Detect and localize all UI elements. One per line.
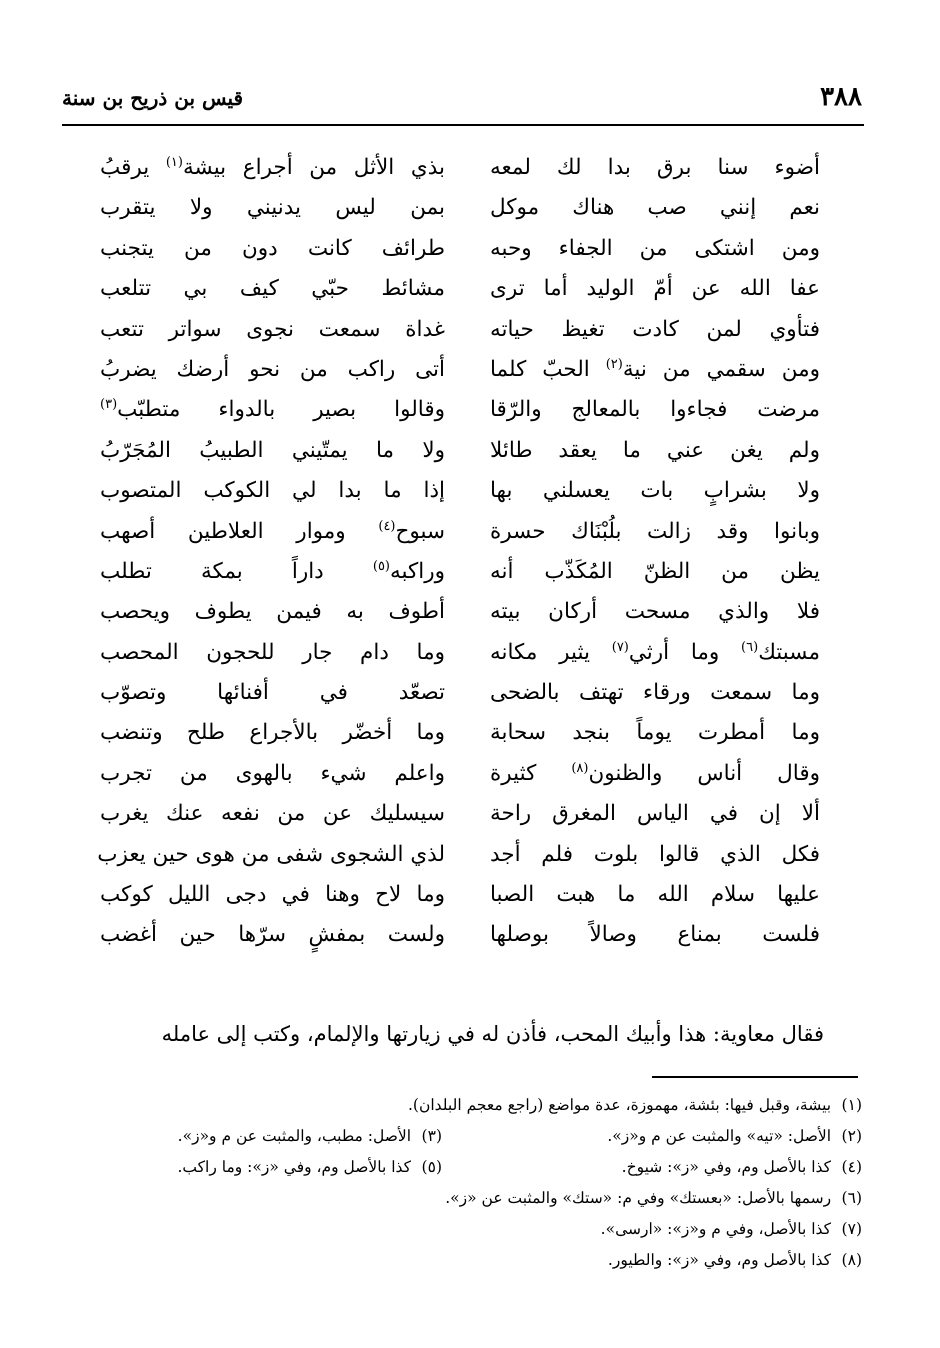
verse bbox=[100, 633, 820, 673]
verse bbox=[100, 188, 820, 228]
hemistich-left bbox=[100, 794, 445, 834]
verse-text: وقال أناس والظنون bbox=[588, 760, 820, 786]
verse-text: سيسليك عن من نفعه عنك يغرب bbox=[100, 801, 445, 827]
prose-paragraph bbox=[62, 1016, 864, 1052]
verse-text: طرائف كانت دون من يتجنب bbox=[100, 235, 445, 261]
hemistich-right bbox=[490, 350, 820, 390]
verse bbox=[100, 673, 820, 713]
verse-text: ولم يغن عني ما يعقد طائلا bbox=[490, 437, 820, 463]
verse-text: إذا ما بدا لي الكوكب المتصوب bbox=[100, 478, 445, 504]
verse-text: فتأوي لمن كادت تغيظ حياته bbox=[490, 316, 820, 342]
hemistich-right bbox=[490, 713, 820, 753]
hemistich-right bbox=[490, 471, 820, 511]
footnote-number: (١) bbox=[841, 1096, 862, 1114]
footnote-number: (٥) bbox=[421, 1158, 442, 1176]
hemistich-right bbox=[490, 188, 820, 228]
verse-text: أطوف به فيمن يطوف ويحصب bbox=[100, 599, 445, 625]
footnote bbox=[608, 1245, 862, 1276]
verse-text: مشائط حبّي كيف بي تتلعب bbox=[100, 276, 445, 302]
hemistich-left bbox=[100, 431, 445, 471]
footnote-ref: (٦) bbox=[741, 639, 759, 655]
verse-text: وما سمعت ورقاء تهتف بالضحى bbox=[490, 680, 820, 706]
hemistich-left bbox=[100, 592, 445, 632]
hemistich-left bbox=[100, 512, 445, 552]
hemistich-left bbox=[100, 552, 445, 592]
verse bbox=[100, 875, 820, 915]
hemistich-left bbox=[100, 875, 445, 915]
footnote-number: (٨) bbox=[841, 1251, 862, 1269]
prose-line: فقال معاوية: هذا وأبيك المحب، فأذن له في زيارتها والإلمام، وكتب إلى عامله bbox=[161, 1022, 824, 1046]
footnote-ref: (٢) bbox=[605, 356, 623, 372]
footnote bbox=[622, 1152, 862, 1183]
verse-text: يثير مكانه bbox=[490, 639, 612, 665]
footnote-rule bbox=[652, 1076, 858, 1078]
footnote bbox=[601, 1214, 862, 1245]
footnote-number: (٧) bbox=[841, 1220, 862, 1238]
footnote-text: كذا بالأصل، وفي م و«ز»: «ارسى». bbox=[600, 1220, 832, 1238]
footnote-text: بيشة، وقبل فيها: بئشة، مهموزة، عدة مواضع (راجع معجم البلدان). bbox=[408, 1096, 832, 1114]
footnote-text: كذا بالأصل وم، وفي «ز»: شيوخ. bbox=[621, 1158, 832, 1176]
verse bbox=[100, 229, 820, 269]
hemistich-right bbox=[490, 794, 820, 834]
verse-text: بذي الأثل من أجراع بيشة bbox=[182, 155, 445, 180]
footnotes bbox=[62, 1090, 862, 1276]
verse-text: فكل الذي قالوا بلوت فلم أجد bbox=[490, 841, 820, 867]
verse-text: فلا والذي مسحت أركان بيته bbox=[490, 599, 820, 625]
verse bbox=[100, 915, 820, 955]
verse-text: ألا إن في الياس المغرق راحة bbox=[490, 801, 820, 827]
verse-text: أتى راكب من نحو أرضك يضربُ bbox=[100, 356, 445, 382]
verse bbox=[100, 713, 820, 753]
verse-text: ومن سقمي من نية bbox=[622, 356, 820, 382]
hemistich-left bbox=[100, 148, 445, 188]
verse-text: أضوء سنا برق بدا لك لمعه bbox=[490, 155, 820, 180]
footnote-number: (٢) bbox=[841, 1127, 862, 1145]
verse-text: عفا الله عن أمّ الوليد أما ترى bbox=[490, 276, 820, 302]
hemistich-right bbox=[490, 835, 820, 875]
footnote bbox=[178, 1152, 443, 1183]
hemistich-left bbox=[100, 229, 445, 269]
hemistich-left bbox=[100, 350, 445, 390]
verse bbox=[100, 471, 820, 511]
verse-text: وموار العلاطين أصهب bbox=[100, 518, 379, 544]
verse-text: وما أمطرت يوماً بنجد سحابة bbox=[490, 720, 820, 746]
running-title: قيس بن ذريح بن سنة bbox=[62, 86, 244, 110]
verse-text: وما دام جار للحجون المحصب bbox=[100, 639, 445, 665]
verse-text: غداة سمعت نجوى سواتر تتعب bbox=[100, 316, 445, 342]
footnote-text: الأصل: مطبب، والمثبت عن م و«ز». bbox=[177, 1127, 412, 1145]
hemistich-right bbox=[490, 915, 820, 955]
hemistich-left bbox=[100, 188, 445, 228]
verse-text: بمن ليس يدنيني ولا يتقرب bbox=[100, 195, 445, 221]
footnote-row bbox=[62, 1152, 862, 1183]
footnote-number: (٣) bbox=[421, 1127, 442, 1145]
verse-text: مسبتك bbox=[758, 639, 820, 665]
verse bbox=[100, 754, 820, 794]
footnote-ref: (٤) bbox=[378, 518, 396, 534]
verse-text: يرقبُ bbox=[100, 155, 166, 180]
verse-text: وما أرثي bbox=[628, 639, 742, 665]
verse-text: الحبّ كلما bbox=[490, 356, 606, 382]
hemistich-right bbox=[490, 269, 820, 309]
verse-text: ولست بمفشٍ سرّها حين أغضب bbox=[100, 922, 445, 948]
verse-text: ولا بشرابٍ بات يعسلني بها bbox=[490, 478, 820, 504]
hemistich-left bbox=[100, 390, 445, 430]
verse bbox=[100, 592, 820, 632]
poem bbox=[97, 148, 820, 956]
hemistich-right bbox=[490, 875, 820, 915]
verse-text: وقالوا بصير بالدواء متطبّب bbox=[117, 397, 445, 423]
verse-text: وبانوا وقد زالت بلُبْنَاك حسرة bbox=[490, 518, 820, 544]
verse-text: داراً بمكة تطلب bbox=[100, 558, 373, 584]
footnote-row bbox=[62, 1121, 862, 1152]
verse bbox=[100, 512, 820, 552]
hemistich-right bbox=[490, 633, 820, 673]
verse bbox=[100, 431, 820, 471]
hemistich-right bbox=[490, 673, 820, 713]
footnote-row bbox=[62, 1245, 862, 1276]
hemistich-right bbox=[490, 390, 820, 430]
hemistich-left bbox=[100, 673, 445, 713]
hemistich-left bbox=[100, 633, 445, 673]
hemistich-left bbox=[97, 835, 445, 875]
verse-text: مرضت فجاءوا بالمعالج والرّقا bbox=[490, 397, 820, 423]
hemistich-left bbox=[100, 754, 445, 794]
hemistich-left bbox=[100, 915, 445, 955]
hemistich-right bbox=[490, 431, 820, 471]
footnote-text: كذا بالأصل وم، وفي «ز»: وما راكب. bbox=[177, 1158, 412, 1176]
verse bbox=[100, 269, 820, 309]
hemistich-right bbox=[490, 512, 820, 552]
hemistich-right bbox=[490, 592, 820, 632]
verse-text: واعلم شيء بالهوى من تجرب bbox=[100, 760, 445, 786]
footnote bbox=[178, 1121, 442, 1152]
footnote-ref: (٨) bbox=[571, 760, 589, 776]
verse-text: يظن من الظنّ المُكَذّب أنه bbox=[490, 558, 820, 584]
hemistich-left bbox=[100, 713, 445, 753]
page-header bbox=[62, 82, 862, 122]
verse-text: وما أخضّر بالأجراع طلح وتنضب bbox=[100, 720, 445, 746]
verse-text: سبوح bbox=[395, 518, 445, 544]
footnote-number: (٤) bbox=[841, 1158, 862, 1176]
footnote bbox=[408, 1090, 862, 1121]
hemistich-right bbox=[490, 148, 820, 188]
footnote-text: الأصل: «تيه» والمثبت عن م و«ز». bbox=[607, 1127, 832, 1145]
verse-text: كثيرة bbox=[490, 760, 572, 786]
hemistich-right bbox=[490, 229, 820, 269]
hemistich-right bbox=[490, 754, 820, 794]
verse bbox=[100, 390, 820, 430]
footnote bbox=[607, 1121, 862, 1152]
verse bbox=[100, 350, 820, 390]
verse-text: نعم إنني صب هناك موكل bbox=[490, 195, 820, 221]
hemistich-right bbox=[490, 310, 820, 350]
page-number: ٣٨٨ bbox=[820, 82, 862, 112]
footnote-text: كذا بالأصل وم، وفي «ز»: والطيور. bbox=[607, 1251, 832, 1269]
verse bbox=[100, 552, 820, 592]
verse-text: ومن اشتكى من الجفاء وحبه bbox=[490, 235, 820, 261]
footnote-number: (٦) bbox=[841, 1189, 862, 1207]
verse-text: تصعّد في أفنائها وتصوّب bbox=[100, 680, 445, 706]
verse bbox=[100, 794, 820, 834]
hemistich-left bbox=[100, 471, 445, 511]
verse-text: لذي الشجوى شفى من هوى حين يعزب bbox=[97, 841, 445, 867]
header-rule bbox=[62, 124, 864, 126]
verse bbox=[100, 148, 820, 188]
hemistich-left bbox=[100, 269, 445, 309]
footnote-ref: (٥) bbox=[372, 558, 390, 574]
footnote-ref: (٣) bbox=[100, 397, 118, 413]
footnote-row bbox=[62, 1090, 862, 1121]
footnote-row bbox=[62, 1214, 862, 1245]
verse-text: وراكبه bbox=[390, 558, 445, 584]
verse bbox=[97, 835, 820, 875]
footnote-ref: (١) bbox=[165, 154, 183, 170]
hemistich-right bbox=[490, 552, 820, 592]
footnote-ref: (٧) bbox=[611, 639, 629, 655]
footnote-row bbox=[62, 1183, 862, 1214]
footnote bbox=[445, 1183, 862, 1214]
verse-text: عليها سلام الله ما هبت الصبا bbox=[490, 882, 820, 908]
verse-text: فلست بمناع وصالاً بوصلها bbox=[490, 922, 820, 948]
footnote-text: رسمها بالأصل: «بعستك» وفي م: «ستك» والمثبت عن «ز». bbox=[445, 1189, 832, 1207]
verse bbox=[100, 310, 820, 350]
hemistich-left bbox=[100, 310, 445, 350]
verse-text: وما لاح وهنا في دجى الليل كوكب bbox=[100, 882, 445, 908]
verse-text: ولا ما يمتّيني الطبيبُ المُجَرّبُ bbox=[100, 437, 445, 463]
